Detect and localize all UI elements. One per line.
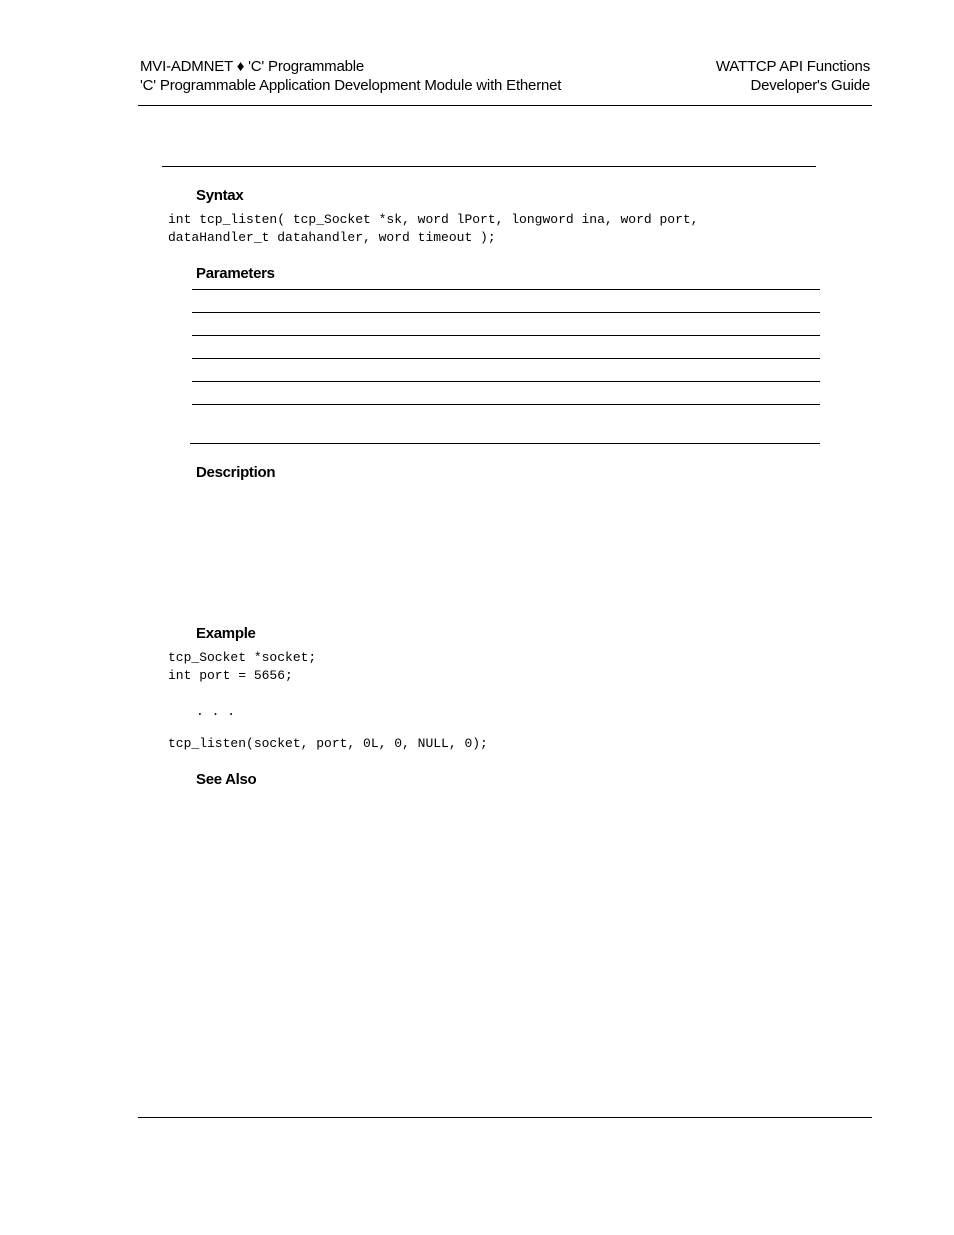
table-rule — [192, 358, 820, 359]
footer-rule — [138, 1117, 872, 1118]
syntax-code: int tcp_listen( tcp_Socket *sk, word lPort, longword ina, word port, dataHandler_t datahandler, word timeout ); — [168, 212, 699, 245]
description-heading: Description — [196, 464, 276, 481]
table-rule — [192, 312, 820, 313]
syntax-heading: Syntax — [196, 187, 244, 204]
table-rule — [192, 335, 820, 336]
example-code-call: tcp_listen(socket, port, 0L, 0, NULL, 0); — [168, 736, 488, 751]
header-product-title: MVI-ADMNET ♦ 'C' Programmable — [140, 58, 365, 75]
function-title-rule — [162, 166, 816, 167]
header-chapter-title: WATTCP API Functions — [715, 58, 870, 75]
parameters-heading: Parameters — [196, 265, 275, 282]
running-header-right — [716, 57, 870, 95]
header-guide-title: Developer's Guide — [750, 77, 870, 94]
see-also-heading: See Also — [196, 771, 257, 788]
header-product-subtitle: 'C' Programmable Application Development Module with Ethernet — [140, 77, 562, 94]
table-rule — [192, 289, 820, 290]
table-rule — [190, 443, 820, 444]
example-code-declarations: tcp_Socket *socket; int port = 5656; — [168, 650, 317, 683]
header-rule — [138, 105, 872, 106]
example-code-ellipsis: . . . — [196, 704, 236, 719]
running-header-left — [140, 57, 561, 95]
example-heading: Example — [196, 625, 256, 642]
table-rule — [192, 404, 820, 405]
table-rule — [192, 381, 820, 382]
